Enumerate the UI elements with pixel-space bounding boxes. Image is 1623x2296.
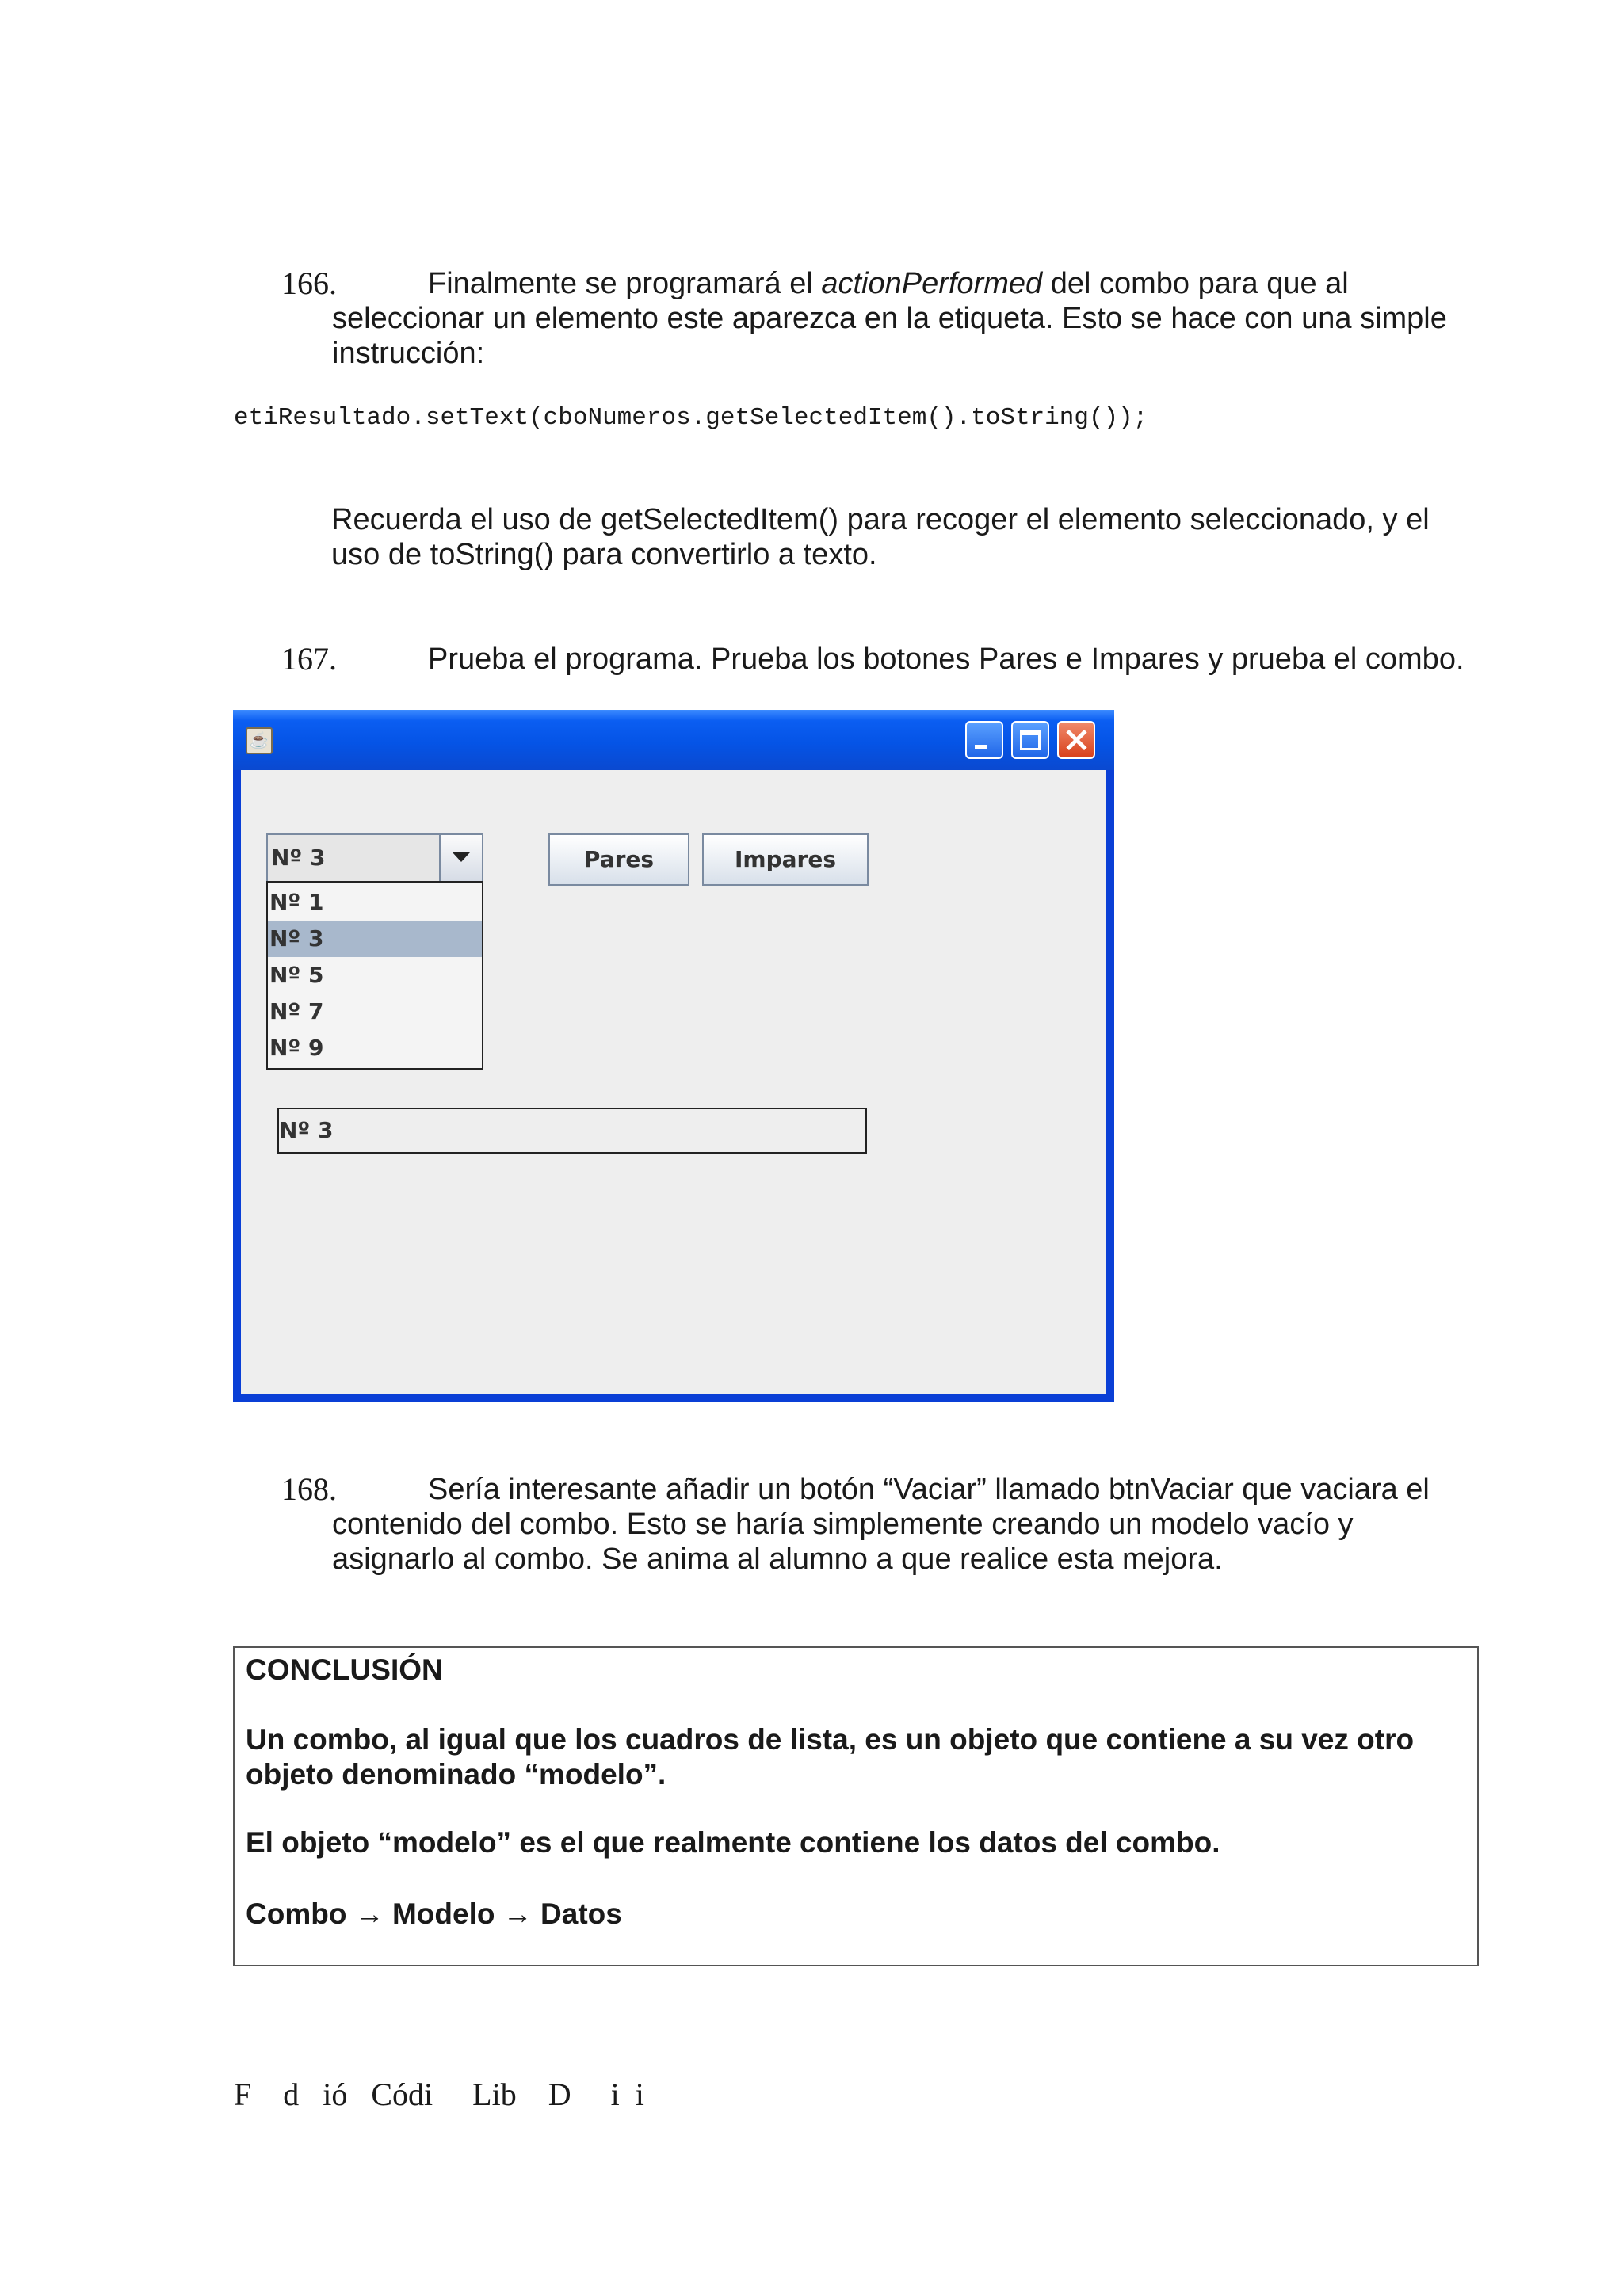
item-166-line-3: instrucción: bbox=[332, 337, 485, 370]
dropdown-item[interactable]: Nº 5 bbox=[269, 962, 324, 988]
item-168-line-1: Sería interesante añadir un botón “Vaciar” llamado btnVaciar que vaciara el bbox=[428, 1473, 1430, 1506]
conclusion-p1-line-1: Un combo, al igual que los cuadros de lista, es un objeto que contiene a su vez otro bbox=[246, 1723, 1415, 1756]
numbers-combo[interactable] bbox=[266, 833, 483, 883]
item-166-line-1: Finalmente se programará el actionPerformed del combo para que al bbox=[428, 267, 1349, 300]
chevron-down-icon[interactable] bbox=[439, 835, 482, 881]
note-line-2: uso de toString() para convertirlo a texto. bbox=[331, 538, 877, 571]
maximize-button[interactable] bbox=[1011, 721, 1049, 759]
close-button[interactable] bbox=[1057, 721, 1095, 759]
conclusion-p3: Combo → Modelo → Datos bbox=[246, 1897, 622, 1930]
combo-selected-value: Nº 3 bbox=[271, 845, 326, 871]
result-label bbox=[277, 1108, 867, 1154]
item-168-line-2: contenido del combo. Esto se haría simplemente creando un modelo vacío y bbox=[332, 1508, 1354, 1541]
java-app-icon: ☕ bbox=[246, 727, 273, 754]
code-snippet: etiResultado.setText(cboNumeros.getSelectedItem().toString()); bbox=[234, 404, 1148, 432]
item-number-168: 168. bbox=[281, 1471, 337, 1507]
conclusion-p1-line-2: objeto denominado “modelo”. bbox=[246, 1758, 666, 1791]
dropdown-item[interactable]: Nº 1 bbox=[269, 889, 324, 915]
combo-dropdown-list bbox=[266, 881, 483, 1070]
pares-button[interactable]: Pares bbox=[548, 833, 689, 886]
minimize-button[interactable] bbox=[965, 721, 1003, 759]
impares-button[interactable]: Impares bbox=[702, 833, 869, 886]
item-168-line-3: asignarlo al combo. Se anima al alumno a que realice esta mejora. bbox=[332, 1543, 1223, 1576]
item-166-line-2: seleccionar un elemento este aparezca en la etiqueta. Esto se hace con una simple bbox=[332, 302, 1447, 335]
result-label-text: Nº 3 bbox=[279, 1117, 334, 1143]
item-number-167: 167. bbox=[281, 641, 337, 677]
dropdown-item[interactable]: Nº 7 bbox=[269, 998, 324, 1024]
item-167-line-1: Prueba el programa. Prueba los botones Pares e Impares y prueba el combo. bbox=[428, 643, 1465, 676]
window-client-area bbox=[241, 770, 1106, 1394]
note-line-1: Recuerda el uso de getSelectedItem() para recoger el elemento seleccionado, y el bbox=[331, 503, 1430, 536]
arrow-right-icon: → bbox=[502, 1897, 533, 1930]
item-number-166: 166. bbox=[281, 265, 337, 301]
app-window-screenshot bbox=[233, 710, 1114, 1402]
arrow-right-icon: → bbox=[354, 1897, 384, 1930]
window-titlebar[interactable] bbox=[233, 710, 1114, 770]
conclusion-heading: CONCLUSIÓN bbox=[246, 1653, 443, 1686]
dropdown-item[interactable]: Nº 9 bbox=[269, 1035, 324, 1061]
page-footer: F d ió Códi Lib D i i bbox=[234, 2077, 644, 2112]
conclusion-box bbox=[233, 1646, 1479, 1966]
dropdown-item-selected[interactable]: Nº 3 bbox=[268, 921, 482, 957]
conclusion-p2: El objeto “modelo” es el que realmente contiene los datos del combo. bbox=[246, 1826, 1220, 1859]
